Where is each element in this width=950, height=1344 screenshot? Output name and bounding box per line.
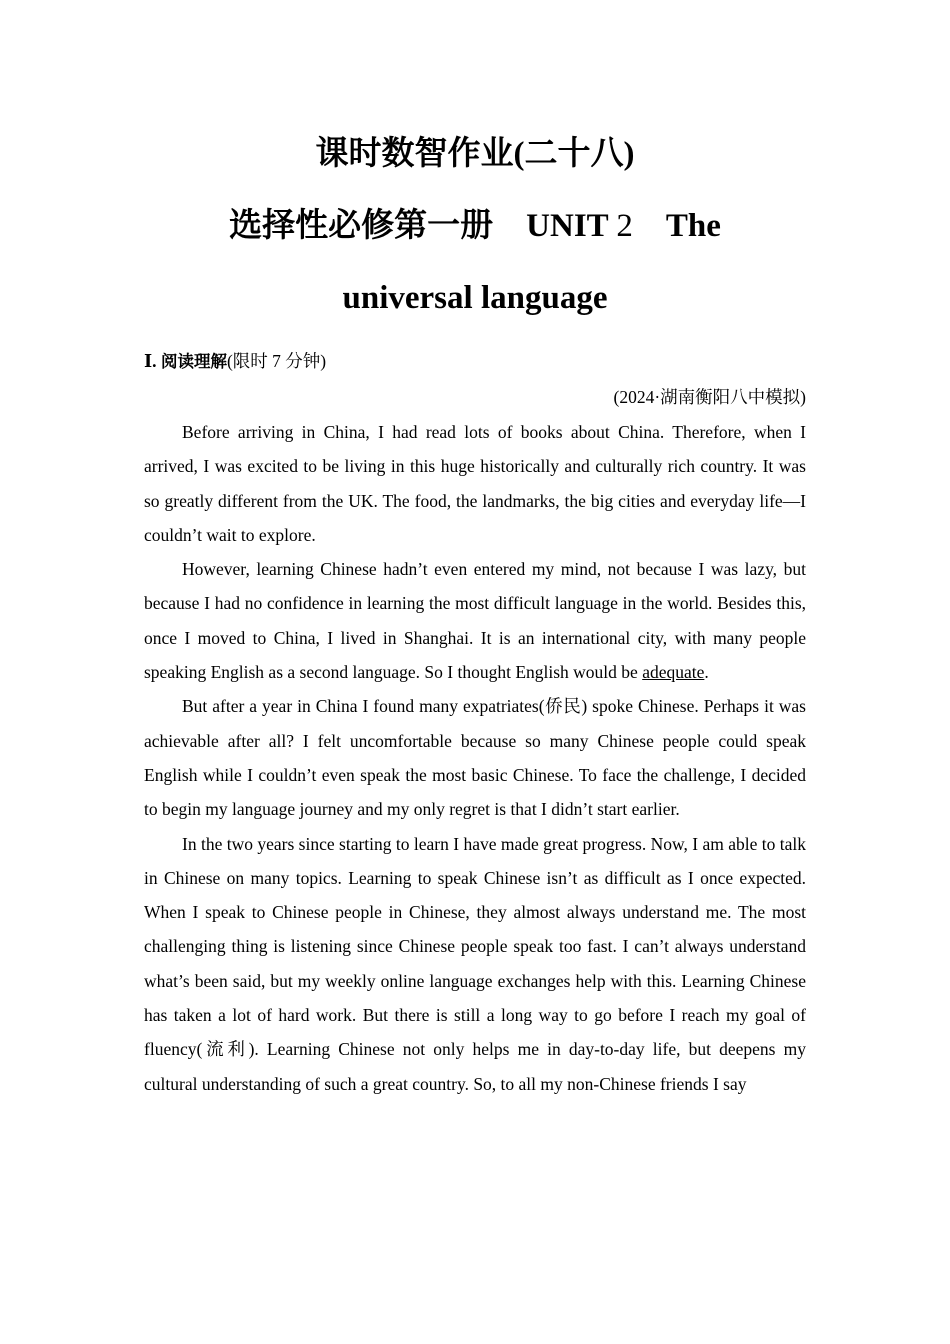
section-title: 阅读理解 — [160, 352, 227, 371]
title-text: 课时数智作业(二十八) — [315, 136, 635, 172]
unit-title-end: universal language — [342, 280, 608, 316]
book-name: 选择性必修第一册 — [229, 208, 494, 244]
unit-number: 2 — [616, 208, 633, 244]
paragraph-2-text: However, learning Chinese hadn’t even entered my mind, not because I was lazy, but because I had no confidence in learning the most difficult language in the world. Besides this, once I moved to China, I lived in Shanghai. It is an international city, with many people speaking English as a second language. So I thought English would be — [144, 559, 806, 683]
unit-label: UNIT — [526, 208, 609, 244]
paragraph-3: But after a year in China I found many expatriates(侨民) spoke Chinese. Perhaps it was achievable after all? I felt uncomfortable because so many Chinese people could speak English while I couldn’t even speak the most basic Chinese. To face the challenge, I decided to begin my language journey and my only regret is that I didn’t start earlier. — [144, 696, 806, 820]
document-page — [144, 118, 806, 1101]
paragraph-2 — [144, 552, 806, 689]
section-heading — [144, 344, 806, 379]
unit-title-start: The — [665, 208, 721, 244]
title-line-1 — [144, 118, 806, 190]
title-line-3 — [144, 262, 806, 334]
paragraph-1: Before arriving in China, I had read lots of books about China. Therefore, when I arrived, I was excited to be living in this huge historically and culturally rich country. It was so greatly different from the UK. The food, the landmarks, the big cities and everyday life—I couldn’t wait to explore. — [144, 422, 806, 545]
time-limit: (限时 7 分钟) — [226, 351, 327, 371]
title-line-2 — [144, 190, 806, 262]
underlined-word: adequate — [642, 662, 705, 683]
paragraph-4: In the two years since starting to learn I have made great progress. Now, I am able to talk in Chinese on many topics. Learning to speak Chinese isn’t as difficult as I once expected. When I speak to Chinese people in Chinese, they almost always understand me. The most challenging thing is listening since Chinese people speak too fast. I can’t always understand what’s been said, but my weekly online language exchanges help with this. Learning Chinese has taken a lot of hard work. But there is still a long way to go before I reach my goal of fluency(流利). Learning Chinese not only helps me in day-to-day life, but deepens my cultural understanding of such a great country. So, to all my non-Chinese friends I say — [144, 833, 806, 1094]
paragraph-2-end: . — [704, 662, 709, 683]
section-number: Ⅰ. — [144, 351, 157, 371]
source-note: (2024·湖南衡阳八中模拟) — [613, 387, 806, 407]
